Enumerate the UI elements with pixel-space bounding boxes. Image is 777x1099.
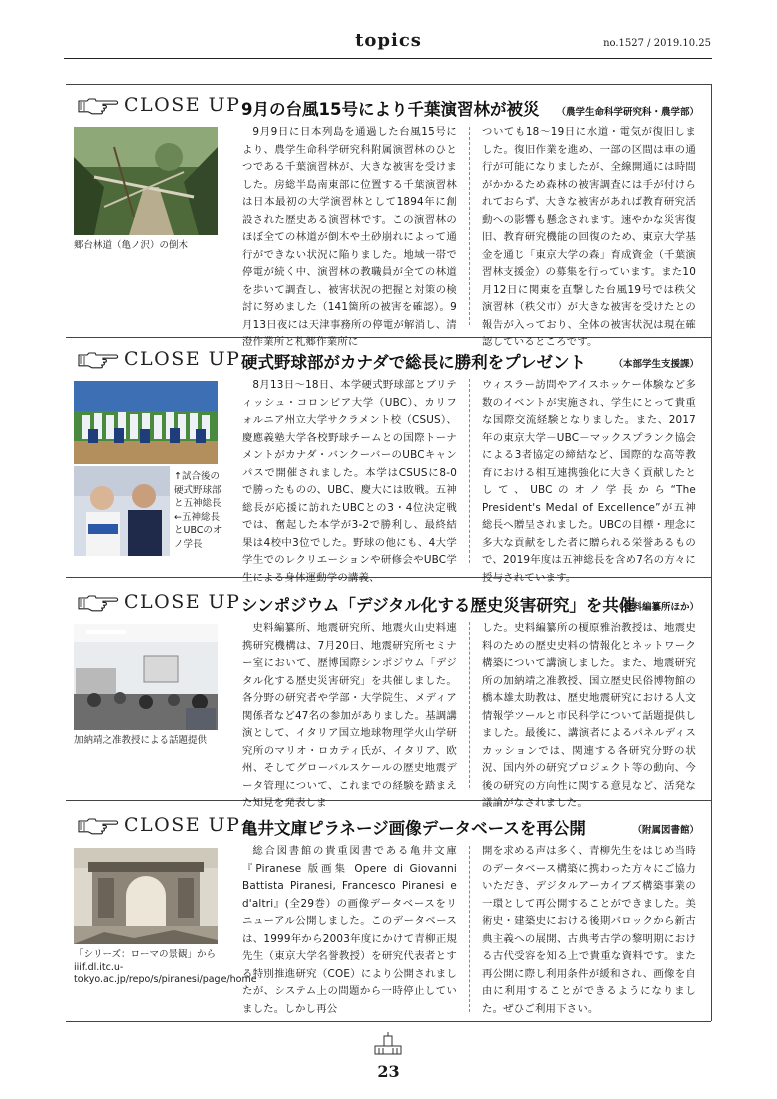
article-body-col2: した。史料編纂所の榎原雅治教授は、地震史料のための歴史史料の情報化とネットワーク構築について講演しました。また、地震研究所の加納靖之准教授、国立歴史民俗博物館の橋本雄太助教は、歴史地震研究における人文情報学ツールと市民科学について話題提供しました。最後に、講演者によるパネルディスカッションでは、関連する各研究分野の状況、国内外の研究プロジェクト等の動向、今後の研究の方向性に関する意見など、活発な議論がなされました。 bbox=[482, 622, 696, 809]
issue-info: no.1527 / 2019.10.25 bbox=[603, 38, 711, 49]
page-number: 23 bbox=[377, 1062, 400, 1081]
article-photo bbox=[74, 848, 218, 944]
article-body-col2: 開を求める声は多く、青柳先生をはじめ当時のデータベース構築に携わった方々にご協力いただき、デジタルアーカイブズ構築事業の一環として再公開することができました。美術史・建築史における後期バロックから新古典主義への展開、古典考古学の黎明期における古代受容を知る上で貴重な資料です。また再公開に際し利用条件が緩和され、画像を自由に利用することができるようになりました。ぜひご利用下さい。 bbox=[482, 845, 696, 1015]
article-title: 9月の台風15号により千葉演習林が被災 bbox=[241, 100, 540, 119]
column-divider bbox=[469, 622, 470, 788]
article-photo bbox=[74, 127, 218, 235]
close-up-label: CLOSE UP bbox=[124, 591, 241, 613]
close-up-badge bbox=[78, 591, 240, 613]
article-photo bbox=[74, 624, 218, 730]
close-up-label: CLOSE UP bbox=[124, 348, 241, 370]
pointing-hand-icon bbox=[78, 96, 118, 114]
header-rule bbox=[64, 58, 712, 59]
article-body-col1: 8月13日～18日、本学硬式野球部とブリティッシュ・コロンビア大学（UBC）、カリフォルニア州立大学サクラメント校（CSUS）、慶應義塾大学各校野球チームとの国際トーナメントがカナダ・バンクーバーのUBCキャンパスで開催されました。本学はCSUSに8-0で勝ったものの、UBC、慶大には敗戦。五神総長が応援に訪れたUBCとの3・4位決定戦では、奮起した本学が3-2で勝利し、最終結果は4校中3位でした。野球の他にも、4大学学生でのレクリエーションや研修会やUBC学生による身体運動学の講義、 bbox=[242, 379, 457, 584]
article-photo bbox=[74, 466, 170, 556]
frame-right-line bbox=[711, 84, 712, 1021]
article-separator bbox=[66, 800, 711, 801]
column-divider bbox=[469, 379, 470, 563]
close-up-label: CLOSE UP bbox=[124, 94, 241, 116]
photo-caption: 「シリーズ：ローマの景観」から iiif.dl.itc.u-tokyo.ac.jp/repo/s/piranesi/page/home bbox=[74, 949, 257, 985]
article-separator bbox=[66, 577, 711, 578]
close-up-label: CLOSE UP bbox=[124, 814, 241, 836]
frame-bottom-line bbox=[66, 1021, 711, 1022]
article-title: シンポジウム「デジタル化する歴史災害研究」を共催 bbox=[241, 596, 636, 615]
article-department: （本部学生支援課） bbox=[613, 359, 699, 370]
article-department: （附属図書館） bbox=[632, 825, 699, 836]
article-body-col2: ついても18～19日に水道・電気が復旧しました。復旧作業を進め、一部の区間は車の通行が可能になりましたが、全線開通には時間がかかるため森林の被害調査には手が付けられておらず、大きな被害があれば教育研究活動への影響も懸念されます。速やかな災害復旧、教育研究機能の回復のため、東京大学基金を通じ「東京大学の森」育成資金（千葉演習林支援金）の募集を行っています。また10月12日に関東を直撃した台風19号では秩父演習林（秩父市）が大きな被害を受けたとの報告が入っており、全体の被害状況は現在確認しているところです。 bbox=[482, 126, 697, 348]
close-up-badge bbox=[78, 94, 240, 116]
building-emblem-icon bbox=[373, 1032, 403, 1056]
article-separator bbox=[66, 337, 711, 338]
article-photo bbox=[74, 381, 218, 464]
close-up-badge bbox=[78, 348, 240, 370]
article-body-col1: 総合図書館の貴重図書である亀井文庫『Piranese 版画集 Opere di Giovanni Battista Piranesi, Francesco Piranesi e d'altri』(全29巻）の画像データベースをリニューアル公開しました。このデータベースは、1999年から2003年度にかけて青柳正規先生（東京大学名誉教授）を研究代表者とする特別推進研究（COE）により公開されましたが、システム上の問題から一時停止していました。しかし再公 bbox=[242, 845, 457, 1015]
article-body-col2: ウィスラー訪問やアイスホッケー体験など多数のイベントが実施され、学生にとって貴重な国際交流経験となりました。また、2017年の東京大学－UBC－マックスプランク協会による3者協定の締結など、国際的な高等教育における相互連携強化に大きく貢献したとして、UBCのオノ学長から“The President's Medal of Excellence”が五神総長へ贈呈されました。UBCの目標・理念に多大な貢献をした者に贈られる栄誉あるもので、2019年度は五神総長を含め7名の方々に授与されています。 bbox=[482, 379, 696, 584]
close-up-badge bbox=[78, 814, 240, 836]
article-body-col1: 史料編纂所、地震研究所、地震火山史料連携研究機構は、7月20日、地震研究所セミナー室において、歴博国際シンポジウム「デジタル化する歴史災害研究」を共催しました。各分野の研究者や学部・大学院生、メディア関係者など47名の参加がありました。基調講演として、イタリア国立地球物理学火山学研究所のマリオ・ロカティ氏が、イタリア、欧州、そしてグローバルスケールの歴史地震データ管理について、これまでの経験を踏まえた知見を発表しま bbox=[242, 622, 457, 809]
column-divider bbox=[469, 127, 470, 325]
pointing-hand-icon bbox=[78, 350, 118, 368]
pointing-hand-icon bbox=[78, 593, 118, 611]
column-divider bbox=[469, 846, 470, 1012]
pointing-hand-icon bbox=[78, 816, 118, 834]
frame-top-line bbox=[66, 84, 711, 85]
article-department: （史料編纂所ほか） bbox=[613, 602, 699, 613]
article-department: （農学生命科学研究科・農学部） bbox=[556, 107, 699, 118]
section-title: topics bbox=[355, 30, 422, 51]
photo-caption: 郷台林道（亀ノ沢）の倒木 bbox=[74, 240, 189, 251]
article-title: 硬式野球部がカナダで総長に勝利をプレゼント bbox=[241, 353, 587, 372]
article-body-col1: 9月9日に日本列島を通過した台風15号により、農学生命科学研究科附属演習林のひとつである千葉演習林が、大きな被害を受けました。房総半島南東部に位置する千葉演習林は日本最初の大学演習林として1894年に創設された歴史ある演習林です。この演習林のほぼ全ての林道が倒木や土砂崩れによって通行ができない状況に陥りました。地域一帯で停電が続く中、演習林の教職員が全ての林道を歩いて調査し、被害状況の把握と対策の検討に努めました（141箇所の被害を確認）。9月13日夜には天津事務所の停電が解消し、清澄作業所と札郷作業所に bbox=[242, 126, 457, 348]
photo-caption: 加納靖之准教授による話題提供 bbox=[74, 735, 208, 746]
photo-caption: ↑試合後の硬式野球部と五神総長 ←五神総長とUBCのオノ学長 bbox=[174, 471, 223, 550]
article-title: 亀井文庫ピラネージ画像データベースを再公開 bbox=[241, 819, 586, 838]
